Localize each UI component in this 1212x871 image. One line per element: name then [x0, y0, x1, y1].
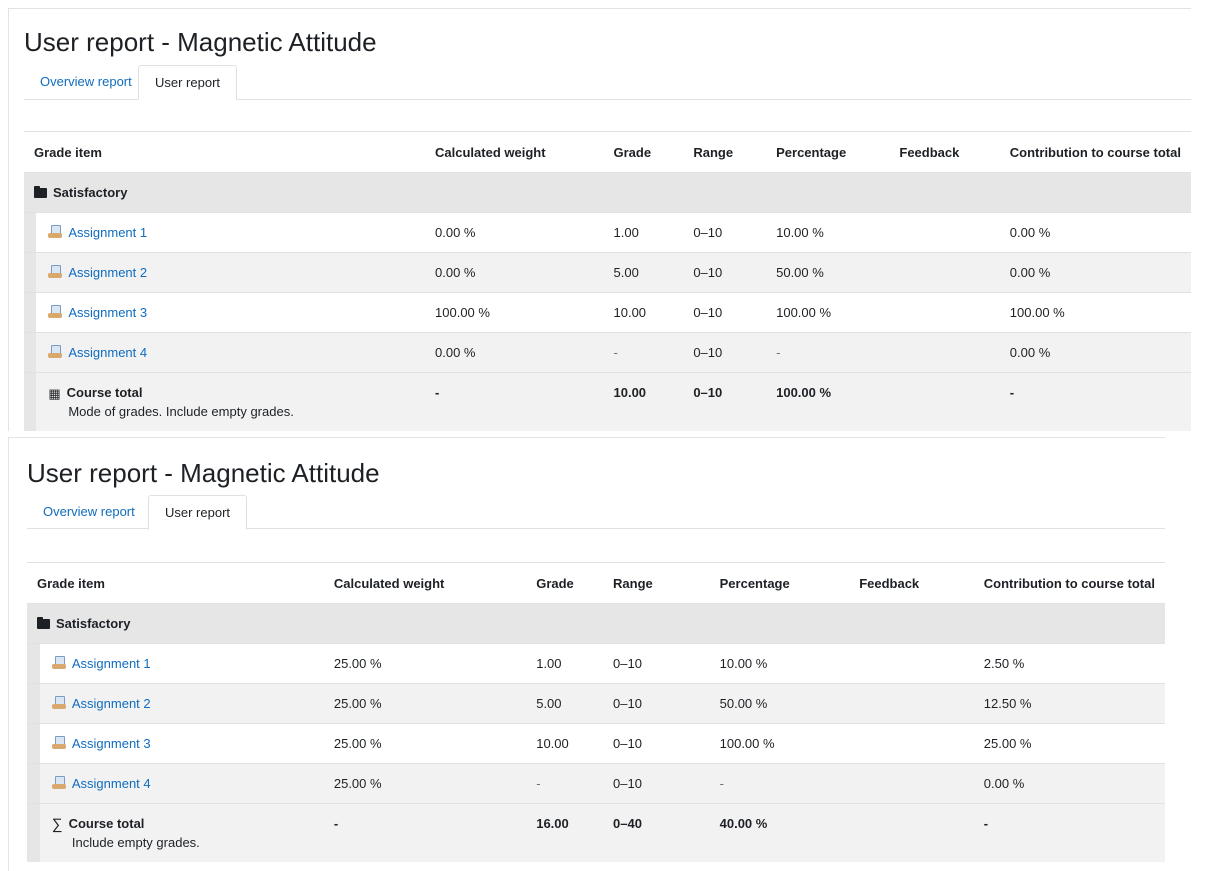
header-calculated-weight[interactable]: Calculated weight: [324, 563, 526, 604]
table-row: [24, 213, 1191, 253]
range-cell: 0–10: [683, 333, 766, 373]
range-cell: 0–10: [603, 724, 710, 764]
report-tabs: [27, 495, 1165, 529]
header-percentage[interactable]: Percentage: [766, 132, 889, 173]
table-row: [24, 333, 1191, 373]
assignment-icon: [52, 656, 66, 670]
percentage-cell: -: [766, 333, 889, 373]
percentage-cell: 50.00 %: [766, 253, 889, 293]
page-title: User report - Magnetic Attitude: [27, 458, 380, 488]
folder-icon: [34, 188, 47, 198]
header-calculated-weight[interactable]: Calculated weight: [425, 132, 603, 173]
assignment-icon: [48, 345, 62, 359]
assignment-icon: [52, 696, 66, 710]
tab-overview-report[interactable]: Overview report: [43, 504, 135, 519]
grade-item-link[interactable]: Assignment 1: [71, 655, 151, 671]
range-cell: 0–10: [683, 293, 766, 333]
weight-cell: 25.00 %: [324, 684, 526, 724]
range-cell: 0–10: [683, 213, 766, 253]
user-grade-table: [24, 131, 1191, 431]
assignment-icon: [48, 225, 62, 239]
contribution-cell: 0.00 %: [1000, 213, 1191, 253]
percentage-cell: 10.00 %: [766, 213, 889, 253]
feedback-cell: [849, 764, 974, 804]
grade-cell: 5.00: [604, 253, 684, 293]
category-name: Satisfactory: [56, 616, 131, 631]
grade-cell: -: [526, 764, 603, 804]
range-cell: 0–10: [683, 373, 766, 432]
percentage-cell: 100.00 %: [766, 293, 889, 333]
feedback-cell: [889, 333, 999, 373]
category-cell: [27, 604, 1165, 644]
weight-cell: 25.00 %: [324, 764, 526, 804]
feedback-cell: [889, 373, 999, 432]
table-row: [27, 764, 1165, 804]
grade-item-link[interactable]: Assignment 3: [68, 304, 148, 320]
course-total-label: Course total: [68, 816, 145, 831]
table-header-row: [24, 132, 1191, 173]
header-contribution[interactable]: Contribution to course total: [1000, 132, 1191, 173]
range-cell: 0–10: [603, 684, 710, 724]
page-title: User report - Magnetic Attitude: [24, 27, 377, 57]
feedback-cell: [849, 724, 974, 764]
category-row: [27, 604, 1165, 644]
user-report-panel-bottom: [8, 437, 1165, 871]
course-total-row: [24, 373, 1191, 432]
grade-cell: 1.00: [526, 644, 603, 684]
contribution-cell: 0.00 %: [1000, 333, 1191, 373]
feedback-cell: [889, 293, 999, 333]
folder-icon: [37, 619, 50, 629]
course-total-note: Include empty grades.: [71, 835, 200, 851]
contribution-cell: 25.00 %: [974, 724, 1165, 764]
grade-item-link[interactable]: Assignment 2: [68, 264, 148, 280]
grade-cell: 1.00: [604, 213, 684, 253]
tab-user-report[interactable]: User report: [138, 65, 237, 100]
header-feedback[interactable]: Feedback: [849, 563, 974, 604]
table-row: [24, 253, 1191, 293]
weight-cell: -: [425, 373, 603, 432]
header-feedback[interactable]: Feedback: [889, 132, 999, 173]
range-cell: 0–40: [603, 804, 710, 863]
feedback-cell: [849, 644, 974, 684]
user-grade-table: [27, 562, 1165, 862]
feedback-cell: [889, 253, 999, 293]
grade-cell: -: [604, 333, 684, 373]
grade-item-link[interactable]: Assignment 2: [71, 695, 151, 711]
table-row: [27, 644, 1165, 684]
contribution-cell: 100.00 %: [1000, 293, 1191, 333]
feedback-cell: [849, 684, 974, 724]
report-tabs: [24, 65, 1191, 100]
contribution-cell: 0.00 %: [1000, 253, 1191, 293]
percentage-cell: 40.00 %: [710, 804, 850, 863]
header-grade-item[interactable]: Grade item: [24, 132, 425, 173]
grade-item-link[interactable]: Assignment 4: [68, 344, 148, 360]
table-header-row: [27, 563, 1165, 604]
user-report-panel-top: [8, 8, 1191, 431]
contribution-cell: 2.50 %: [974, 644, 1165, 684]
tab-user-report[interactable]: User report: [148, 495, 247, 530]
weight-cell: 0.00 %: [425, 333, 603, 373]
contribution-cell: -: [974, 804, 1165, 863]
percentage-cell: 100.00 %: [766, 373, 889, 432]
table-row: [24, 293, 1191, 333]
grade-item-link[interactable]: Assignment 1: [68, 224, 148, 240]
grade-item-link[interactable]: Assignment 3: [71, 735, 151, 751]
range-cell: 0–10: [603, 644, 710, 684]
grade-cell: 5.00: [526, 684, 603, 724]
range-cell: 0–10: [603, 764, 710, 804]
assignment-icon: [48, 305, 62, 319]
grade-cell: 10.00: [526, 724, 603, 764]
header-contribution[interactable]: Contribution to course total: [974, 563, 1165, 604]
sigma-icon: ∑: [51, 816, 63, 834]
header-range[interactable]: Range: [603, 563, 710, 604]
range-cell: 0–10: [683, 253, 766, 293]
weight-cell: 0.00 %: [425, 253, 603, 293]
feedback-cell: [849, 804, 974, 863]
percentage-cell: 100.00 %: [710, 724, 850, 764]
percentage-cell: 50.00 %: [710, 684, 850, 724]
feedback-cell: [889, 213, 999, 253]
assignment-icon: [48, 265, 62, 279]
weight-cell: 0.00 %: [425, 213, 603, 253]
header-grade[interactable]: Grade: [604, 132, 684, 173]
table-row: [27, 724, 1165, 764]
contribution-cell: -: [1000, 373, 1191, 432]
course-total-note: Mode of grades. Include empty grades.: [68, 403, 294, 419]
weight-cell: 25.00 %: [324, 644, 526, 684]
category-cell: [24, 173, 1191, 213]
course-total-label: Course total: [66, 385, 143, 400]
grade-item-link[interactable]: Assignment 4: [71, 775, 151, 791]
header-percentage[interactable]: Percentage: [710, 563, 850, 604]
assignment-icon: [52, 776, 66, 790]
course-total-row: [27, 804, 1165, 863]
grade-cell: 10.00: [604, 373, 684, 432]
calculator-icon: ▦: [48, 385, 61, 401]
table-row: [27, 684, 1165, 724]
tab-overview-report[interactable]: Overview report: [40, 74, 132, 89]
category-name: Satisfactory: [53, 185, 128, 200]
weight-cell: 100.00 %: [425, 293, 603, 333]
assignment-icon: [52, 736, 66, 750]
weight-cell: 25.00 %: [324, 724, 526, 764]
header-grade-item[interactable]: Grade item: [27, 563, 324, 604]
contribution-cell: 0.00 %: [974, 764, 1165, 804]
grade-cell: 16.00: [526, 804, 603, 863]
category-row: [24, 173, 1191, 213]
header-grade[interactable]: Grade: [526, 563, 603, 604]
percentage-cell: -: [710, 764, 850, 804]
weight-cell: -: [324, 804, 526, 863]
contribution-cell: 12.50 %: [974, 684, 1165, 724]
grade-cell: 10.00: [604, 293, 684, 333]
percentage-cell: 10.00 %: [710, 644, 850, 684]
header-range[interactable]: Range: [683, 132, 766, 173]
